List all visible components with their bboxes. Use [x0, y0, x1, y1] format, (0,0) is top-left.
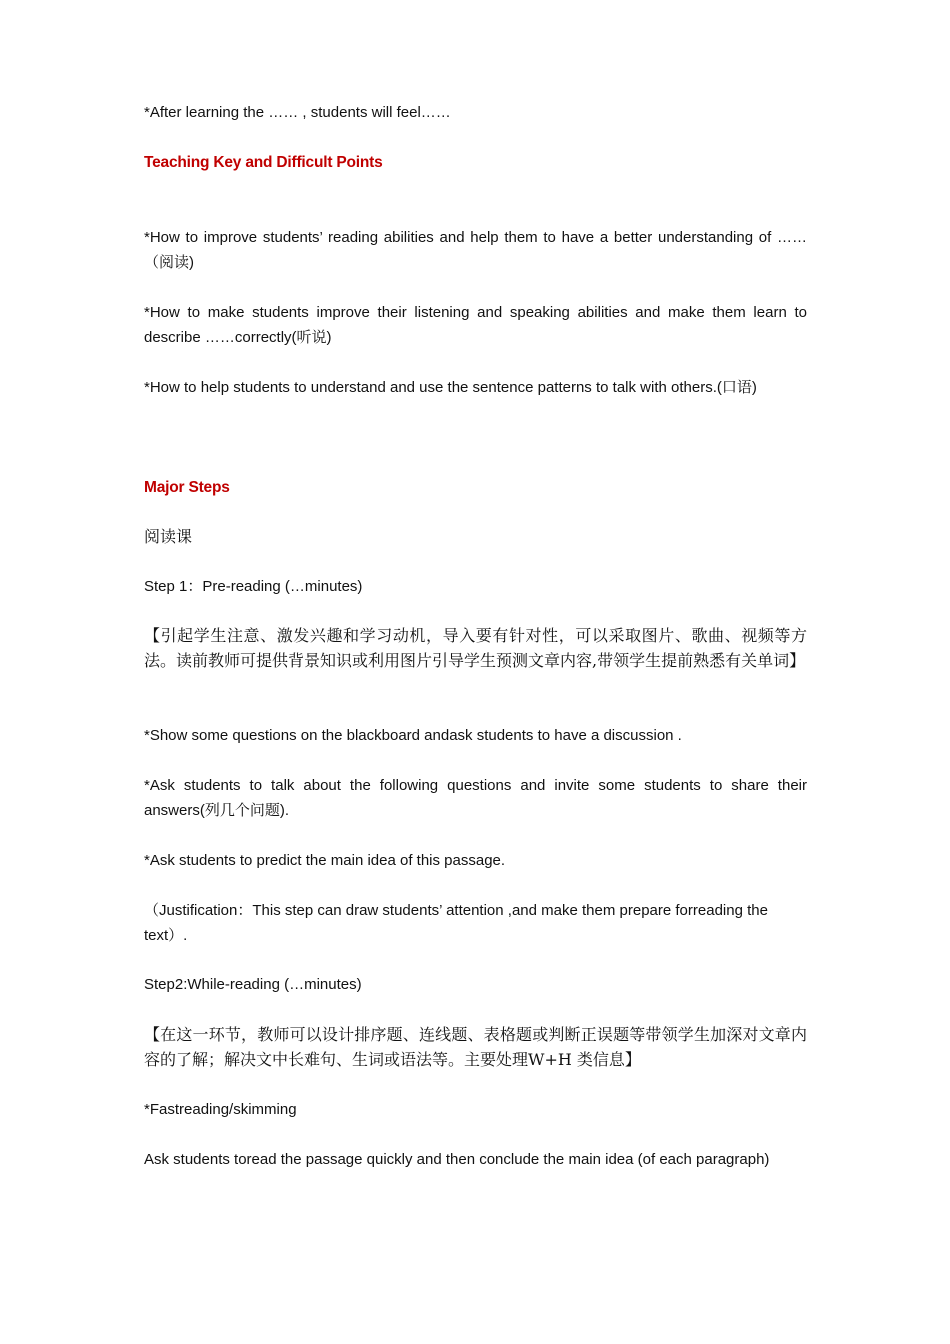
step1-title: Step 1：Pre-reading (…minutes): [144, 578, 363, 595]
step1-justification: （Justification：This step can draw students’ attention ,and make them prepare forreading the text）.: [144, 902, 768, 944]
step2-item-2: Ask students toread the passage quickly and then conclude the main idea (of each paragraph): [144, 1151, 770, 1168]
key-point-3: *How to help students to understand and use the sentence patterns to talk with others.(口语): [144, 379, 757, 396]
heading-key-points: Teaching Key and Difficult Points: [144, 154, 383, 171]
step2-title: Step2:While-reading (…minutes): [144, 976, 362, 993]
step2-note: 【在这一环节，教师可以设计排序题、连线题、表格题或判断正误题等带领学生加深对文章内容的了解；解决文中长难句、生词或语法等。主要处理W+H 类信息】: [144, 1025, 807, 1069]
step1-item-3: *Ask students to predict the main idea of this passage.: [144, 852, 506, 869]
lesson-type: 阅读课: [144, 527, 193, 546]
step1-item-2: *Ask students to talk about the following questions and invite some students to share their answers(列几个问题).: [144, 777, 807, 819]
intro-line: *After learning the …… , students will feel……: [144, 104, 451, 121]
step2-item-1: *Fastreading/skimming: [144, 1101, 297, 1118]
key-point-1: *How to improve students’ reading abilities and help them to have a better understanding of …… （阅读): [144, 229, 807, 271]
key-point-2: *How to make students improve their listening and speaking abilities and make them learn to describe ……correctly(听说): [144, 304, 807, 346]
heading-major-steps: Major Steps: [144, 479, 230, 496]
step1-note: 【引起学生注意、激发兴趣和学习动机，导入要有针对性，可以采取图片、歌曲、视频等方法。读前教师可提供背景知识或利用图片引导学生预测文章内容,带领学生提前熟悉有关单词】: [144, 626, 807, 670]
step1-item-1: *Show some questions on the blackboard andask students to have a discussion .: [144, 727, 682, 744]
